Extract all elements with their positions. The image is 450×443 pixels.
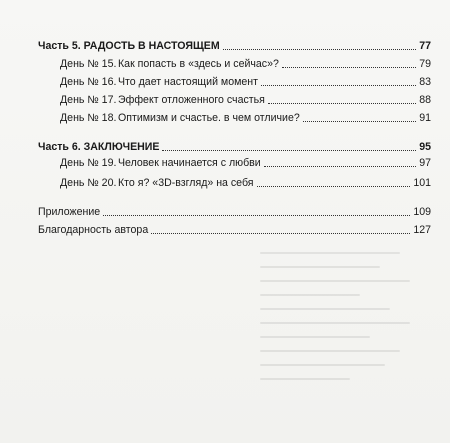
- entry-title: Человек начинается с любви: [118, 157, 261, 169]
- page-number: 95: [419, 141, 431, 153]
- toc-entry-day-16: [60, 76, 431, 89]
- chapter-title: Часть 5. РАДОСТЬ В НАСТОЯЩЕМ: [38, 40, 220, 52]
- leader-dots: [264, 165, 417, 167]
- page-number: 79: [419, 58, 431, 70]
- leader-dots: [151, 232, 410, 234]
- toc-chapter-5: [38, 40, 431, 53]
- leader-dots: [282, 66, 416, 68]
- leader-dots: [303, 120, 416, 122]
- toc-entry-acknowledgements: [38, 224, 431, 237]
- leader-dots: [268, 102, 416, 104]
- page-number: 83: [419, 76, 431, 88]
- toc-entry-appendix: [38, 206, 431, 219]
- toc-chapter-6: [38, 141, 431, 154]
- day-number: День № 16.: [60, 76, 117, 88]
- entry-title: Что дает настоящий момент: [118, 76, 258, 88]
- toc-entry-day-20: [60, 177, 431, 190]
- toc-entry-day-18: [60, 112, 431, 125]
- leader-dots: [223, 48, 417, 50]
- bleed-through-text: [260, 240, 430, 430]
- day-number: День № 18.: [60, 112, 117, 124]
- chapter-title: Часть 6. ЗАКЛЮЧЕНИЕ: [38, 141, 160, 153]
- toc-entry-day-17: [60, 94, 431, 107]
- leader-dots: [261, 84, 416, 86]
- leader-dots: [103, 214, 410, 216]
- toc-entry-day-15: [60, 58, 431, 71]
- day-number: День № 20.: [60, 177, 117, 189]
- entry-title: Эффект отложенного счастья: [118, 94, 265, 106]
- day-number: День № 19.: [60, 157, 117, 169]
- leader-dots: [257, 185, 411, 187]
- entry-title: Оптимизм и счастье. в чем отличие?: [118, 112, 300, 124]
- page-number: 101: [413, 177, 431, 189]
- page-number: 127: [413, 224, 431, 236]
- leader-dots: [162, 149, 416, 151]
- entry-title: Кто я? «3D-взгляд» на себя: [118, 177, 254, 189]
- toc-entry-day-19: [60, 157, 431, 170]
- page-number: 91: [419, 112, 431, 124]
- page-number: 109: [413, 206, 431, 218]
- day-number: День № 15.: [60, 58, 117, 70]
- page-number: 77: [419, 40, 431, 52]
- day-number: День № 17.: [60, 94, 117, 106]
- page-number: 88: [419, 94, 431, 106]
- page-number: 97: [419, 157, 431, 169]
- entry-title: Как попасть в «здесь и сейчас»?: [118, 58, 279, 70]
- entry-title: Приложение: [38, 206, 101, 218]
- entry-title: Благодарность автора: [38, 224, 149, 236]
